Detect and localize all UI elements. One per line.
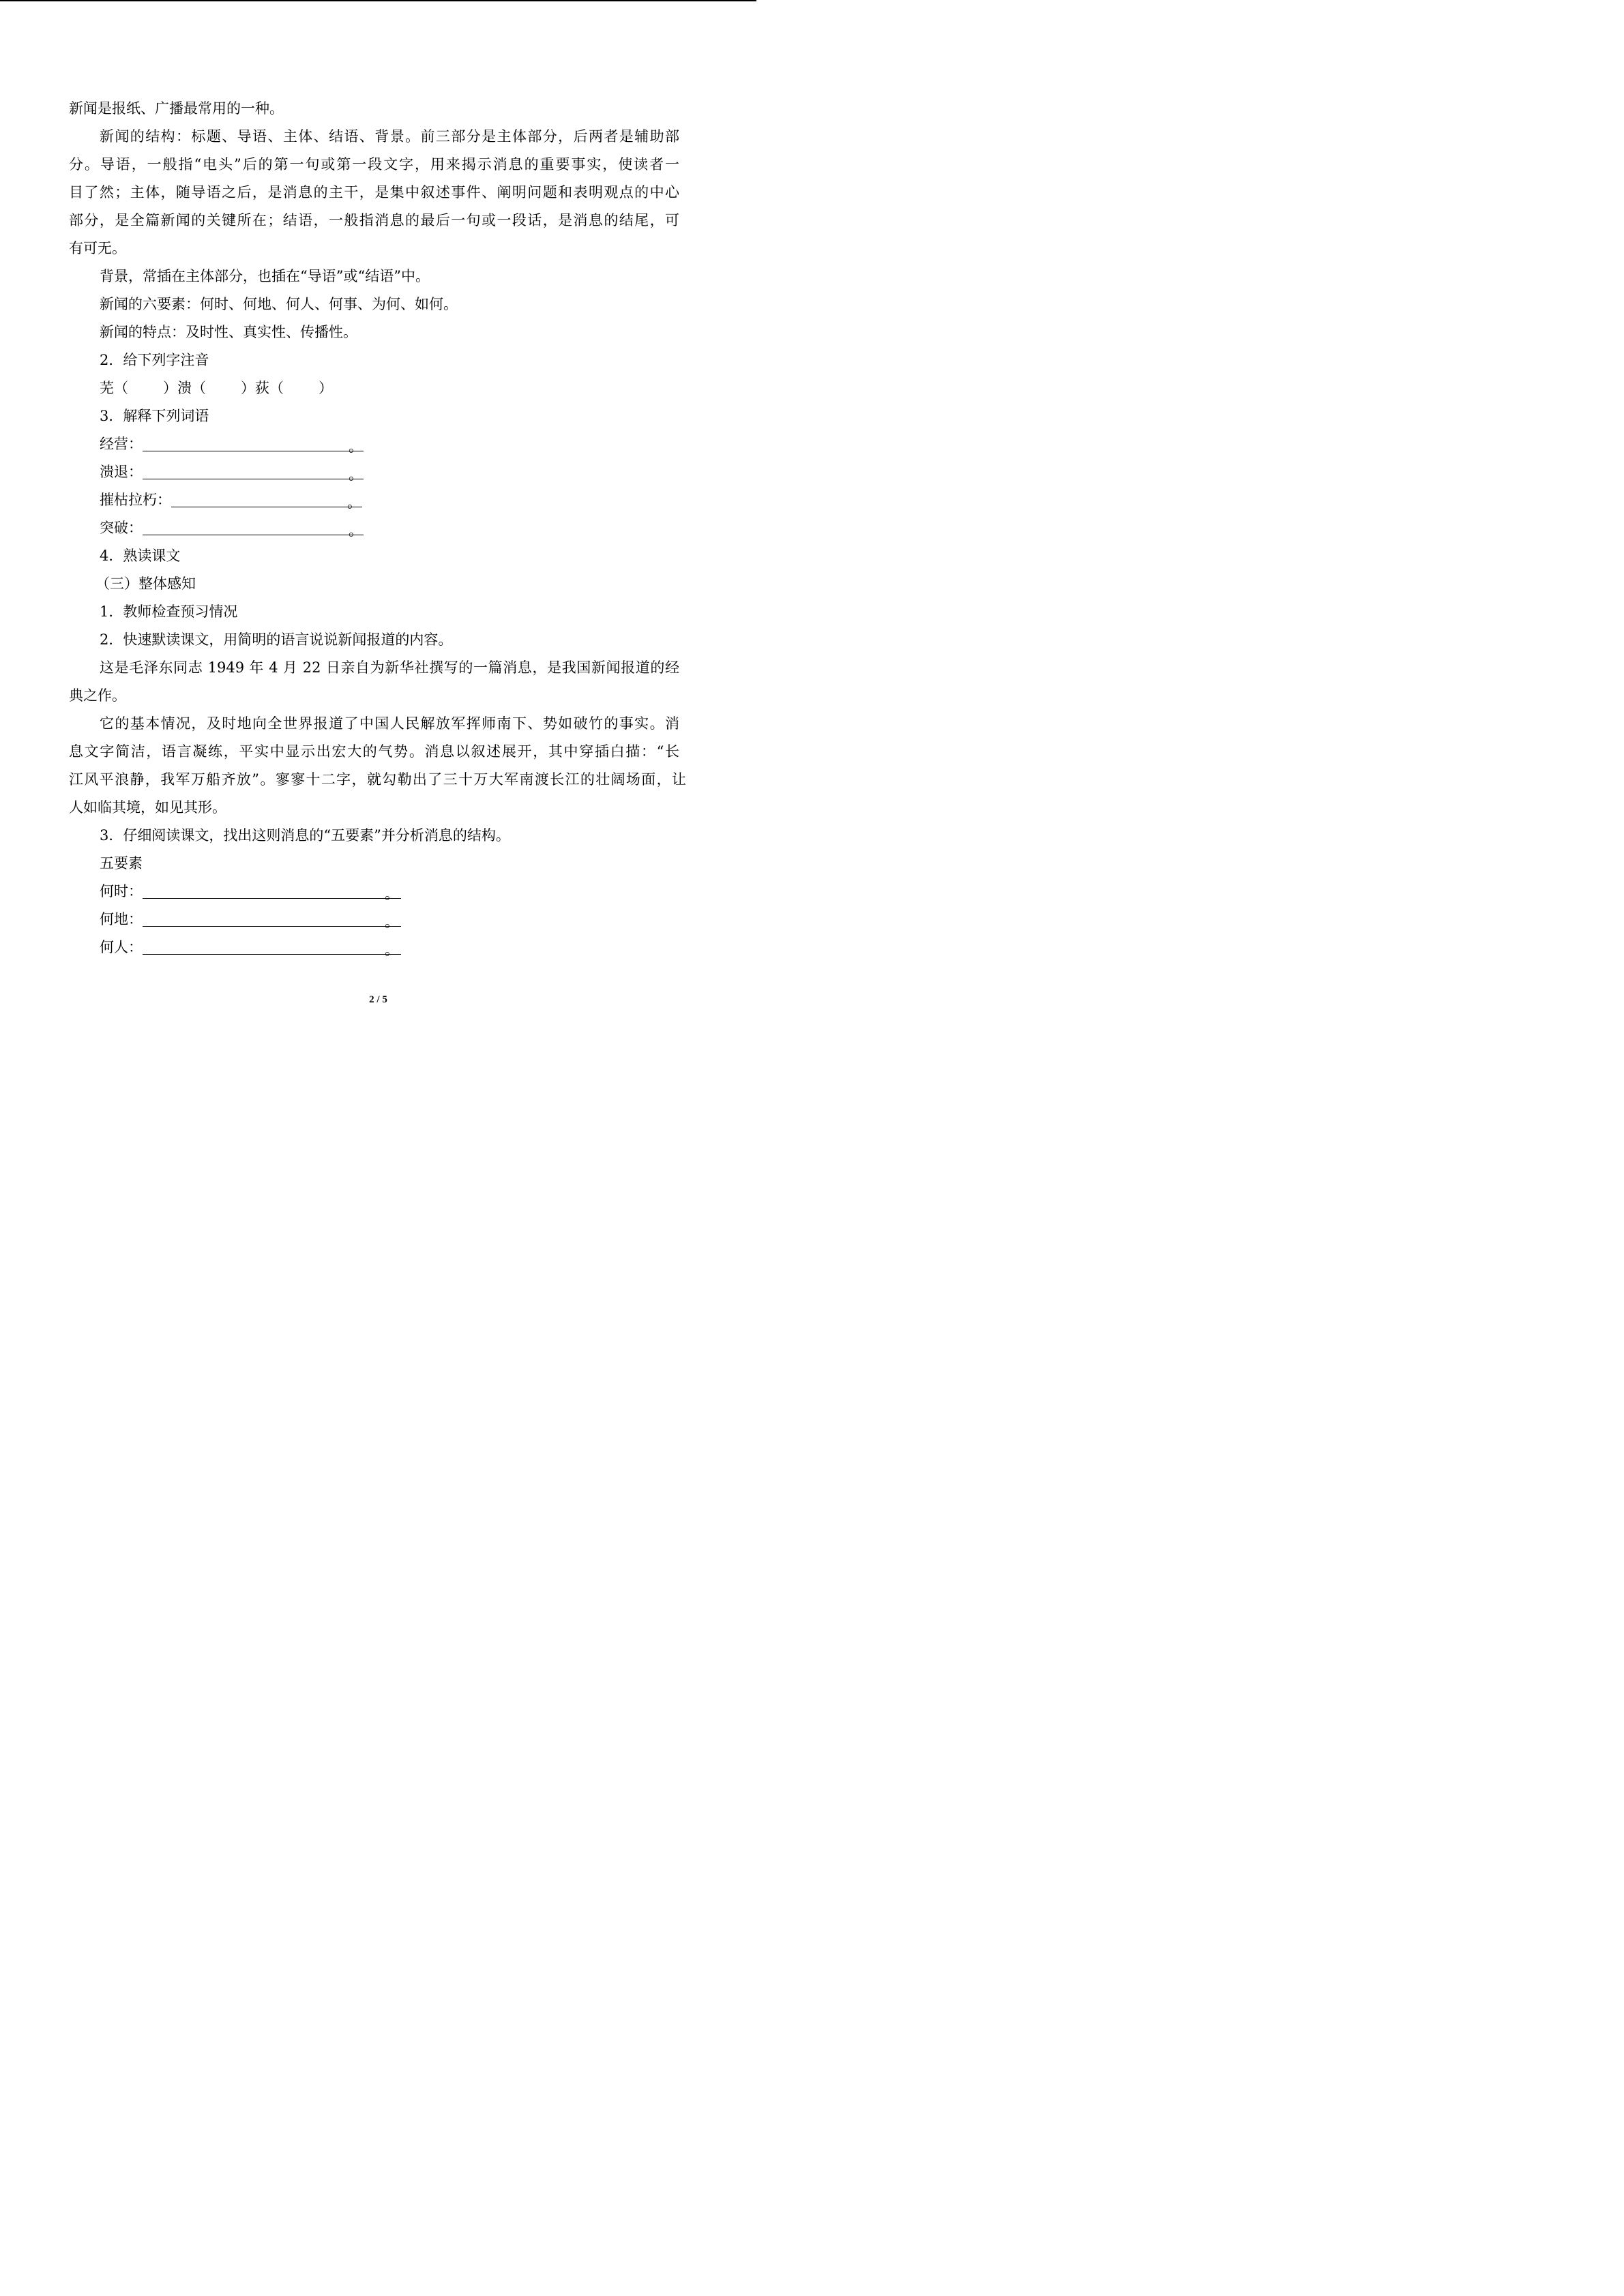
term-label: 经营： [100, 436, 143, 452]
para1-line-1: 这是毛泽东同志 1949 年 4 月 22 日亲自为新华社撰写的一篇消息，是我国新闻报道的经 [100, 659, 679, 676]
pinyin-item-3: ）荻（ [241, 380, 284, 396]
answer-blank[interactable] [143, 465, 349, 479]
answer-blank[interactable] [143, 912, 385, 927]
five-period: 。 [385, 940, 401, 955]
pinyin-item-2: ）溃（ [163, 380, 206, 396]
section3-title: （三）整体感知 [95, 576, 196, 592]
answer-blank[interactable] [143, 437, 349, 451]
term-label: 突破： [100, 520, 143, 536]
para2-line-3: 江风平浪静，我军万船齐放”。寥寥十二字，就勾勒出了三十万大军南渡长江的壮阔场面，让 [69, 771, 686, 788]
term-period: 。 [349, 438, 363, 455]
answer-blank[interactable] [143, 521, 349, 535]
term-label: 摧枯拉朽： [100, 492, 171, 508]
answer-blank[interactable] [143, 884, 385, 899]
section3-item-2: 2．快速默读课文，用简明的语言说说新闻报道的内容。 [100, 631, 453, 648]
term-period: 。 [347, 494, 361, 511]
structure-line-3: 目了然；主体，随导语之后，是消息的主干，是集中叙述事件、阐明问题和表明观点的中心 [69, 184, 679, 200]
answer-blank[interactable] [143, 940, 385, 955]
para1-line-2: 典之作。 [69, 687, 126, 704]
background-line: 背景，常插在主体部分，也插在“导语”或“结语”中。 [100, 268, 430, 284]
five-row-1 [100, 882, 401, 901]
five-label: 何时： [100, 883, 143, 899]
pinyin-item-4: ） [319, 380, 333, 396]
five-row-2 [100, 910, 401, 929]
five-label: 何人： [100, 939, 143, 955]
page-number: 2 / 5 [369, 994, 387, 1005]
structure-line-5: 有可无。 [69, 240, 126, 256]
intro-line: 新闻是报纸、广播最常用的一种。 [69, 100, 284, 117]
term-label: 溃退： [100, 464, 143, 480]
para2-line-1: 它的基本情况，及时地向全世界报道了中国人民解放军挥师南下、势如破竹的事实。消 [100, 715, 679, 732]
pinyin-item-1: 芜（ [100, 380, 128, 396]
five-period: 。 [385, 912, 401, 927]
structure-line-4: 部分，是全篇新闻的关键所在；结语，一般指消息的最后一句或一段话，是消息的结尾，可 [69, 212, 679, 228]
q2-title: 2．给下列字注音 [100, 352, 209, 368]
features-line: 新闻的特点：及时性、真实性、传播性。 [100, 324, 357, 340]
structure-line-2: 分。导语，一般指“电头”后的第一句或第一段文字，用来揭示消息的重要事实，使读者一 [69, 156, 679, 173]
term-row-1 [100, 434, 364, 453]
five-elements-title: 五要素 [100, 855, 143, 871]
six-elements-line: 新闻的六要素：何时、何地、何人、何事、为何、如何。 [100, 296, 458, 312]
structure-line-1: 新闻的结构：标题、导语、主体、结语、背景。前三部分是主体部分，后两者是辅助部 [100, 128, 679, 145]
five-row-3 [100, 938, 401, 957]
q4-line: 4．熟读课文 [100, 548, 181, 564]
five-period: 。 [385, 884, 401, 899]
para2-line-4: 人如临其境，如见其形。 [69, 799, 226, 816]
answer-blank[interactable] [171, 493, 347, 507]
pinyin-row [100, 378, 333, 398]
section3-item-3: 3．仔细阅读课文，找出这则消息的“五要素”并分析消息的结构。 [100, 827, 510, 844]
term-row-3 [100, 490, 362, 509]
term-row-4 [100, 518, 364, 537]
term-row-2 [100, 462, 364, 481]
term-period: 。 [349, 466, 363, 483]
section3-item-1: 1．教师检查预习情况 [100, 603, 238, 620]
five-label: 何地： [100, 911, 143, 927]
para2-line-2: 息文字简洁，语言凝练，平实中显示出宏大的气势。消息以叙述展开，其中穿插白描：“长 [69, 743, 679, 760]
q3-title: 3．解释下列词语 [100, 408, 209, 424]
top-border-line [0, 0, 756, 1]
term-period: 。 [349, 522, 363, 539]
